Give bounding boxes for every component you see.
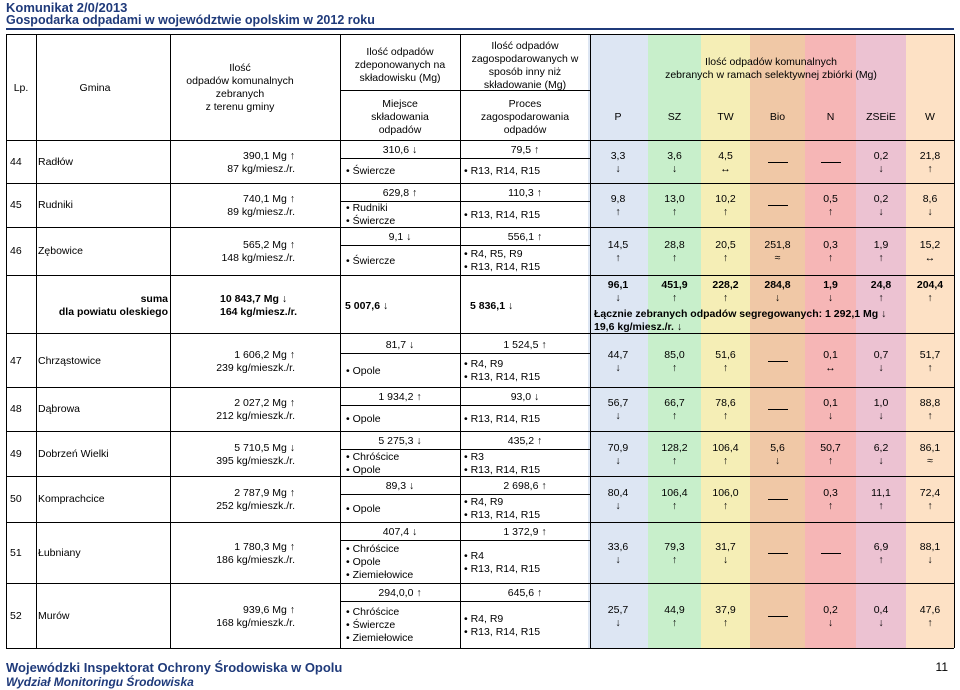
row-44-ilosc: 390,1 Mg ↑ 87 kg/miesz./r. xyxy=(227,149,295,175)
row-50-sel-4: 0,3 ↑ xyxy=(823,487,838,512)
row-49-sel-6: 86,1 ≈ xyxy=(919,441,941,467)
row-44-lp: 44 xyxy=(10,155,22,168)
row-44-miejsca: • Świercze xyxy=(346,165,456,178)
row-49-inny: 435,2 ↑ xyxy=(507,435,543,447)
row-45-sel-0: 9,8 ↑ xyxy=(610,193,626,218)
row-52-sel-0: 25,7 ↓ xyxy=(607,603,629,629)
row-52-sep xyxy=(340,601,590,602)
row-51-miejsca: • Chróścice • Opole • Ziemiełowice xyxy=(346,543,456,582)
row-50-sel-6: 72,4 ↑ xyxy=(919,487,941,512)
row-52-sel-3-dash xyxy=(768,616,788,617)
row-50-ilosc: 2 787,9 Mg ↑ 252 kg/mieszk./r. xyxy=(216,487,295,512)
row-49-lp: 49 xyxy=(10,447,22,460)
row-52-gmina: Murów xyxy=(38,609,70,622)
row-51-sel-1: 79,3 ↑ xyxy=(664,540,685,566)
row-51-sel-0: 33,6 ↓ xyxy=(607,540,629,566)
suma-dep: 5 007,6 ↓ xyxy=(345,300,389,312)
row-47-dep: 81,7 ↓ xyxy=(385,339,415,351)
row-46-ilosc: 565,2 Mg ↑ 148 kg/miesz./r. xyxy=(221,239,295,264)
grid-line xyxy=(6,387,954,388)
row-50-sel-1: 106,4 ↑ xyxy=(661,487,688,512)
col-header-ilosc: Ilość odpadów komunalnych zebranych z terenu gminy xyxy=(186,62,294,113)
row-46-dep: 9,1 ↓ xyxy=(388,231,412,243)
row-49-sel-1: 128,2 ↑ xyxy=(661,441,688,467)
grid-vline xyxy=(954,34,955,648)
row-50-sel-5: 11,1 ↑ xyxy=(871,487,891,512)
col-header-p: P xyxy=(614,111,622,123)
row-50-miejsca: • Opole xyxy=(346,503,456,516)
row-46-sel-3: 251,8 ≈ xyxy=(764,239,791,264)
grid-line xyxy=(6,140,954,141)
row-47-sel-3-dash xyxy=(768,361,788,362)
row-45-ilosc: 740,1 Mg ↑ 89 kg/miesz./r. xyxy=(227,193,295,218)
row-50-inny: 2 698,6 ↑ xyxy=(503,480,547,492)
row-44-inny: 79,5 ↑ xyxy=(510,144,540,156)
grid-line xyxy=(6,431,954,432)
row-48-sel-1: 66,7 ↑ xyxy=(664,397,685,422)
row-47-gmina: Chrząstowice xyxy=(38,355,102,367)
row-45-procesy: • R13, R14, R15 xyxy=(464,209,588,222)
suma-sel-6: 204,4 ↑ xyxy=(916,279,944,304)
row-47-sel-6: 51,7 ↑ xyxy=(919,349,941,374)
col-header-tw: TW xyxy=(717,111,734,123)
row-51-inny: 1 372,9 ↑ xyxy=(503,526,547,538)
row-47-sel-2: 51,6 ↑ xyxy=(715,349,736,374)
suma-sel-3: 284,8 ↓ xyxy=(764,279,791,304)
row-48-miejsca: • Opole xyxy=(346,413,456,426)
row-47-sep xyxy=(340,353,590,354)
row-52-sel-4: 0,2 ↓ xyxy=(823,603,838,629)
grid-vline xyxy=(590,34,591,648)
row-51-gmina: Łubniany xyxy=(38,546,81,559)
row-51-lp: 51 xyxy=(10,546,22,559)
report-title: Komunikat 2/0/2013 xyxy=(6,0,128,15)
row-46-gmina: Zębowice xyxy=(38,245,83,257)
row-47-sel-5: 0,7 ↓ xyxy=(873,349,889,374)
row-50-sel-2: 106,0 ↑ xyxy=(712,487,739,512)
col-bg-bio xyxy=(750,34,805,648)
col-header-sz: SZ xyxy=(667,111,682,123)
row-49-sel-0: 70,9 ↓ xyxy=(607,441,629,467)
suma-sel-5: 24,8 ↑ xyxy=(870,279,892,304)
header-rule xyxy=(6,28,954,30)
grid-line xyxy=(6,227,954,228)
grid-line xyxy=(6,476,954,477)
row-51-sel-4-dash xyxy=(821,553,841,554)
row-49-sel-4: 50,7 ↑ xyxy=(820,441,841,467)
row-51-dep: 407,4 ↓ xyxy=(382,526,418,538)
row-49-sel-2: 106,4 ↑ xyxy=(712,441,739,467)
row-50-gmina: Komprachcice xyxy=(38,493,105,505)
col-header-n: N xyxy=(826,111,835,123)
row-46-sel-6: 15,2 ↔ xyxy=(919,239,941,264)
row-50-lp: 50 xyxy=(10,493,22,505)
grid-line xyxy=(6,583,954,584)
col-bg-n xyxy=(805,34,856,648)
row-44-sel-2: 4,5 ↔ xyxy=(718,149,733,175)
row-51-procesy: • R4 • R13, R14, R15 xyxy=(464,550,588,576)
row-48-sel-5: 1,0 ↓ xyxy=(873,397,889,422)
row-49-ilosc: 5 710,5 Mg ↓ 395 kg/mieszk./r. xyxy=(216,441,295,467)
row-46-miejsca: • Świercze xyxy=(346,255,456,268)
row-52-procesy: • R4, R9 • R13, R14, R15 xyxy=(464,613,588,639)
row-46-sel-1: 28,8 ↑ xyxy=(664,239,685,264)
row-51-ilosc: 1 780,3 Mg ↑ 186 kg/mieszk./r. xyxy=(216,540,295,566)
row-52-dep: 294,0,0 ↑ xyxy=(378,587,422,599)
row-45-gmina: Rudniki xyxy=(38,199,74,211)
row-47-sel-1: 85,0 ↑ xyxy=(664,349,685,374)
row-52-miejsca: • Chróścice • Świercze • Ziemiełowice xyxy=(346,606,456,645)
row-49-sel-3: 5,6 ↓ xyxy=(770,441,785,467)
row-47-sel-4: 0,1 ↔ xyxy=(823,349,838,374)
row-48-gmina: Dąbrowa xyxy=(38,403,81,415)
grid-line xyxy=(6,183,954,184)
col-header-proces: Proces zagospodarowania odpadów xyxy=(480,98,570,136)
row-48-inny: 93,0 ↓ xyxy=(510,391,540,403)
grid-line xyxy=(340,90,590,91)
row-48-sel-4: 0,1 ↓ xyxy=(823,397,838,422)
suma-sel-2: 228,2 ↑ xyxy=(712,279,739,304)
row-45-sel-2: 10,2 ↑ xyxy=(715,193,736,218)
row-47-ilosc: 1 606,2 Mg ↑ 239 kg/mieszk./r. xyxy=(216,349,295,374)
row-44-sel-4-dash xyxy=(821,162,841,163)
grid-vline xyxy=(170,34,171,648)
col-header-gmina: Gmina xyxy=(79,82,111,94)
row-45-sel-1: 13,0 ↑ xyxy=(664,193,685,218)
row-52-inny: 645,6 ↑ xyxy=(507,587,543,599)
suma-label: suma dla powiatu oleskiego xyxy=(58,293,168,318)
row-49-dep: 5 275,3 ↓ xyxy=(378,435,422,447)
row-44-sep xyxy=(340,158,590,159)
row-46-sel-5: 1,9 ↑ xyxy=(873,239,889,264)
row-44-dep: 310,6 ↓ xyxy=(382,144,418,156)
suma-sel-1: 451,9 ↑ xyxy=(661,279,688,304)
suma-sel-4: 1,9 ↓ xyxy=(823,279,838,304)
row-48-sel-2: 78,6 ↑ xyxy=(715,397,736,422)
footer-institution: Wojewódzki Inspektorat Ochrony Środowiska w Opolu xyxy=(6,660,343,675)
grid-line xyxy=(6,333,954,334)
row-45-sel-5: 0,2 ↓ xyxy=(873,193,889,218)
row-50-dep: 89,3 ↓ xyxy=(385,480,415,492)
row-45-sel-4: 0,5 ↑ xyxy=(823,193,838,218)
row-48-lp: 48 xyxy=(10,403,22,415)
row-45-dep: 629,8 ↑ xyxy=(382,187,418,199)
row-51-sel-2: 31,7 ↓ xyxy=(715,540,736,566)
row-47-procesy: • R4, R9 • R13, R14, R15 xyxy=(464,358,588,384)
col-header-miejsce: Miejsce składowania odpadów xyxy=(371,98,429,136)
row-50-sep xyxy=(340,494,590,495)
page-number: 11 xyxy=(935,660,948,674)
grid-vline xyxy=(340,34,341,648)
row-46-sel-2: 20,5 ↑ xyxy=(715,239,736,264)
row-44-sel-0: 3,3 ↓ xyxy=(610,149,626,175)
grid-line xyxy=(6,275,954,276)
row-50-procesy: • R4, R9 • R13, R14, R15 xyxy=(464,496,588,522)
row-47-miejsca: • Opole xyxy=(346,365,456,378)
row-45-inny: 110,3 ↑ xyxy=(508,187,542,199)
row-44-gmina: Radłów xyxy=(38,155,74,168)
row-46-sep xyxy=(340,245,590,246)
row-46-sel-4: 0,3 ↑ xyxy=(823,239,838,264)
row-46-sel-0: 14,5 ↑ xyxy=(607,239,629,264)
col-header-zdeponowanych: Ilość odpadów zdeponowanych na składowisku (Mg) xyxy=(354,46,446,84)
row-45-sel-6: 8,6 ↓ xyxy=(922,193,938,218)
col-header-zseie: ZSEiE xyxy=(866,111,896,123)
row-46-inny: 556,1 ↑ xyxy=(507,231,543,243)
row-48-sel-0: 56,7 ↓ xyxy=(607,397,629,422)
row-46-lp: 46 xyxy=(10,245,22,257)
col-header-bio: Bio xyxy=(769,111,786,123)
row-52-sel-2: 37,9 ↑ xyxy=(715,603,736,629)
suma-inny: 5 836,1 ↓ xyxy=(470,300,514,312)
row-46-procesy: • R4, R5, R9 • R13, R14, R15 xyxy=(464,248,588,274)
row-51-sel-5: 6,9 ↑ xyxy=(873,540,889,566)
col-header-lp: Lp. xyxy=(13,82,29,94)
row-44-sel-6: 21,8 ↑ xyxy=(919,149,941,175)
grid-vline xyxy=(36,34,37,648)
row-45-sel-3-dash xyxy=(768,205,788,206)
grid-line xyxy=(6,34,954,35)
row-52-sel-1: 44,9 ↑ xyxy=(664,603,685,629)
row-50-sel-3-dash xyxy=(768,499,788,500)
row-49-gmina: Dobrzeń Wielki xyxy=(38,447,109,460)
row-48-procesy: • R13, R14, R15 xyxy=(464,413,588,426)
col-header-inny: Ilość odpadów zagospodarowanych w sposób inny niż składowanie (Mg) xyxy=(471,40,579,91)
row-48-sel-6: 88,8 ↑ xyxy=(919,397,941,422)
row-44-sel-1: 3,6 ↓ xyxy=(667,149,682,175)
row-50-sel-0: 80,4 ↓ xyxy=(607,487,629,512)
grid-line xyxy=(6,648,954,649)
row-44-sel-3-dash xyxy=(768,162,788,163)
row-47-sel-0: 44,7 ↓ xyxy=(607,349,629,374)
row-44-sel-5: 0,2 ↓ xyxy=(873,149,889,175)
row-48-sep xyxy=(340,405,590,406)
row-51-sel-6: 88,1 ↓ xyxy=(919,540,941,566)
grid-line xyxy=(6,522,954,523)
suma-note: Łącznie zebranych odpadów segregowanych: 1 292,1 Mg ↓ 19,6 kg/miesz./r. ↓ xyxy=(594,308,887,333)
row-52-ilosc: 939,6 Mg ↑ 168 kg/mieszk./r. xyxy=(216,603,295,629)
footer-department: Wydział Monitoringu Środowiska xyxy=(6,675,194,689)
report-subtitle: Gospodarka odpadami w województwie opolskim w 2012 roku xyxy=(6,13,375,27)
row-47-inny: 1 524,5 ↑ xyxy=(503,339,547,351)
row-49-procesy: • R3 • R13, R14, R15 xyxy=(464,451,588,477)
row-49-sel-5: 6,2 ↓ xyxy=(873,441,889,467)
col-header-w: W xyxy=(925,111,935,123)
row-52-sel-5: 0,4 ↓ xyxy=(873,603,889,629)
row-52-lp: 52 xyxy=(10,609,22,622)
row-51-sep xyxy=(340,540,590,541)
suma-ilosc: 10 843,7 Mg ↓ 164 kg/miesz./r. xyxy=(220,293,298,318)
row-52-sel-6: 47,6 ↑ xyxy=(919,603,941,629)
row-48-dep: 1 934,2 ↑ xyxy=(378,391,422,403)
row-48-ilosc: 2 027,2 Mg ↑ 212 kg/mieszk./r. xyxy=(216,397,295,422)
row-45-miejsca: • Rudniki • Świercze xyxy=(346,202,456,228)
grid-vline xyxy=(6,34,7,648)
row-48-sel-3-dash xyxy=(768,409,788,410)
row-44-procesy: • R13, R14, R15 xyxy=(464,165,588,178)
suma-sel-0: 96,1 ↓ xyxy=(607,279,629,304)
grid-vline xyxy=(460,34,461,648)
row-45-lp: 45 xyxy=(10,199,22,211)
col-header-selektywna: Ilość odpadów komunalnych zebranych w ramach selektywnej zbiórki (Mg) xyxy=(665,56,877,81)
row-47-lp: 47 xyxy=(10,355,22,367)
row-49-miejsca: • Chróścice • Opole xyxy=(346,451,456,477)
row-51-sel-3-dash xyxy=(768,553,788,554)
